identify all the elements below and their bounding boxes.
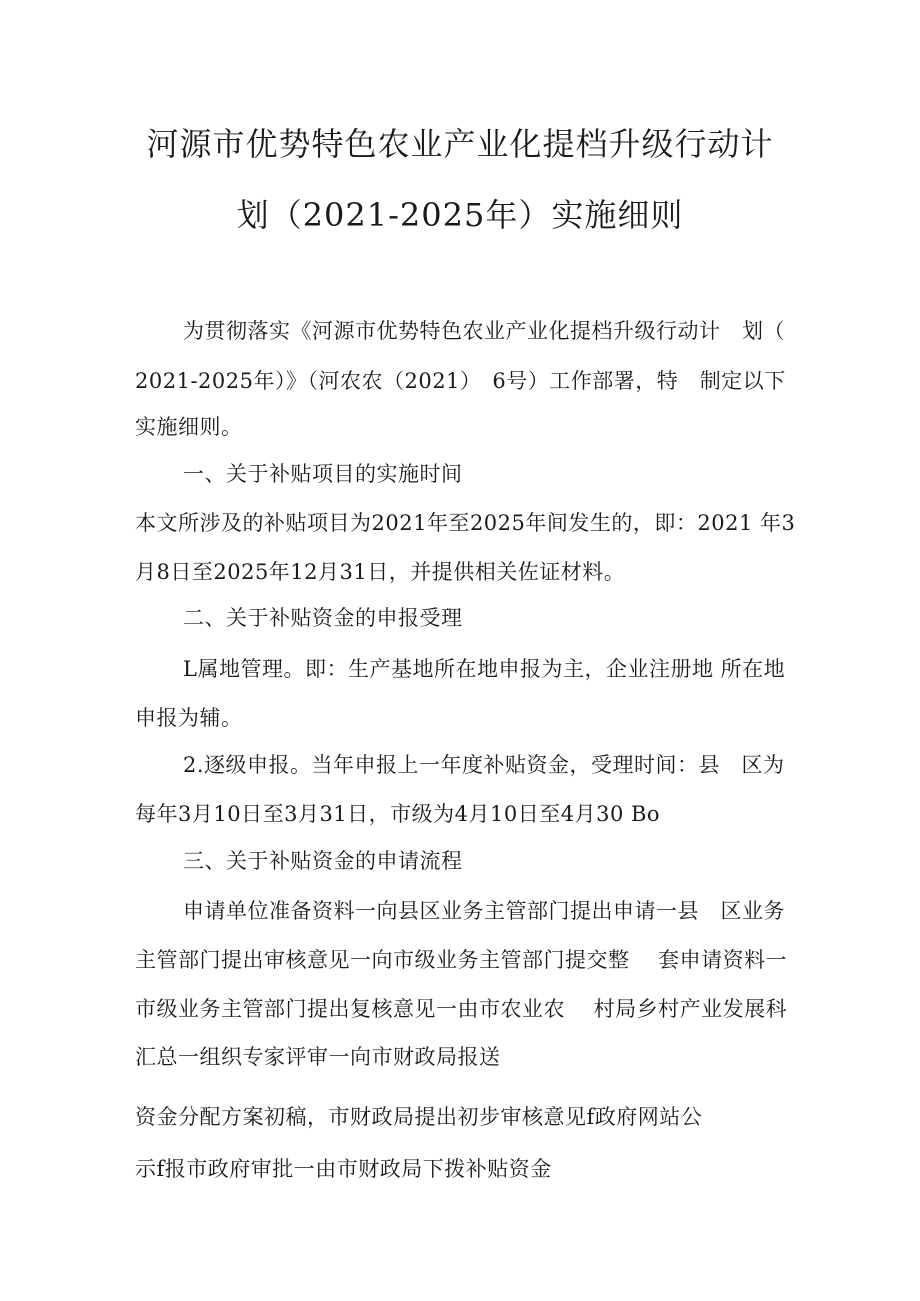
section-1-line-2: 月8日至2025年12月31日，并提供相关佐证材料。 xyxy=(135,560,626,584)
section-1-heading: 一、关于补贴项目的实施时间 xyxy=(183,462,463,486)
section-2-item-2-line-1: 2.逐级申报。当年申报上一年度补贴资金，受理时间：县 区为 xyxy=(183,753,785,777)
section-3-flow-line-2: 主管部门提出审核意见一向市级业务主管部门提交整 套申请资料一 xyxy=(135,948,788,972)
document-title-line-1: 河源市优势特色农业产业化提档升级行动计 xyxy=(146,125,774,163)
intro-line-2: 2021-2025年）》（河农农（2021） 6号）工作部署，特 制定以下 xyxy=(135,369,786,393)
section-3-flow-line-5: 资金分配方案初稿，市财政局提出初步审核意见f政府网站公 xyxy=(135,1105,703,1129)
section-2-item-1-line-2: 申报为辅。 xyxy=(135,706,243,730)
document-title-line-2: 划（2021-2025年）实施细则 xyxy=(236,196,684,234)
section-3-flow-line-3: 市级业务主管部门提出复核意见一由市农业农 村局乡村产业发展科 xyxy=(135,997,788,1021)
intro-line-1: 为贯彻落实《河源市优势特色农业产业化提档升级行动计 划（ xyxy=(183,319,785,343)
section-2-heading: 二、关于补贴资金的申报受理 xyxy=(183,606,463,630)
section-3-flow-line-6: 示f报市政府审批一由市财政局下拨补贴资金 xyxy=(135,1157,552,1181)
section-2-item-2-line-2: 每年3月10日至3月31日，市级为4月10日至4月30 Bo xyxy=(135,802,661,826)
section-3-flow-line-4: 汇总一组织专家评审一向市财政局报送 xyxy=(135,1045,501,1069)
section-1-line-1: 本文所涉及的补贴项目为2021年至2025年间发生的，即：2021 年3 xyxy=(135,511,796,535)
section-2-item-1-line-1: L属地管理。即：生产基地所在地申报为主，企业注册地 所在地 xyxy=(183,657,786,681)
section-3-heading: 三、关于补贴资金的申请流程 xyxy=(183,849,463,873)
intro-line-3: 实施细则。 xyxy=(135,415,243,439)
section-3-flow-line-1: 申请单位准备资料一向县区业务主管部门提出申请一县 区业务 xyxy=(183,899,785,923)
